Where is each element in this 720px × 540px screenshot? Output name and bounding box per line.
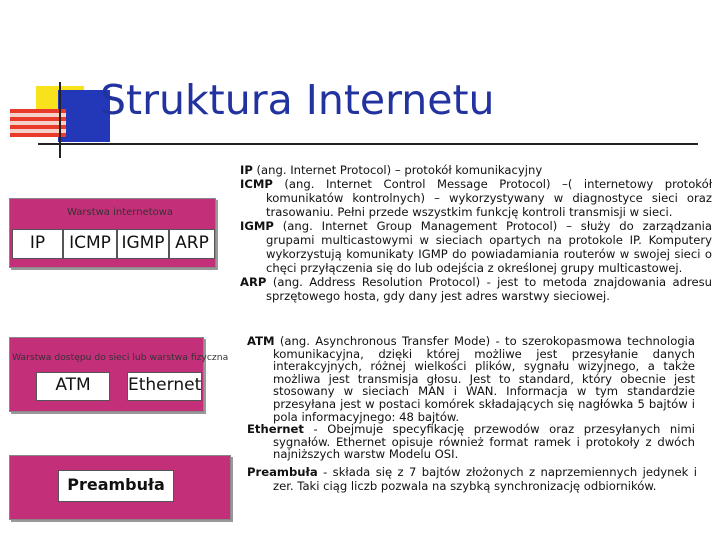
decor-red-stripes	[10, 109, 66, 137]
internet-layer-description	[240, 163, 712, 303]
cell-igmp: IGMP	[117, 229, 169, 259]
cell-icmp: ICMP	[63, 229, 117, 259]
desc-preamble: Preambuła - składa się z 7 bajtów złożonych z naprzemiennych jedynek i zer. Taki ciąg liczb pozwala na szybką synchronizację odbiorników.	[247, 465, 697, 493]
cell-preamble: Preambuła	[58, 470, 174, 502]
desc-ethernet: Ethernet - Obejmuje specyfikację przewodów oraz przesyłanych nimi sygnałów. Ethernet opisuje również format ramek i protokoły z dwóch najniższych warstw Modelu OSI.	[247, 422, 695, 462]
decor-horizontal-line	[38, 143, 698, 145]
desc-ip: IP (ang. Internet Protocol) – protokół komunikacyjny	[240, 163, 543, 177]
cell-arp: ARP	[169, 229, 215, 259]
cell-atm: ATM	[36, 372, 110, 401]
preamble-box	[9, 455, 231, 520]
access-layer-box	[9, 337, 229, 412]
desc-igmp: IGMP (ang. Internet Group Management Protocol) – służy do zarządzania grupami multicastowymi w sieciach opartych na protokole IP. Komputery wykorzystują komunikaty IGMP do powiadamiania routerów w swojej sieci o chęci przyłączenia się do lub odejścia z określonej grupy multicastowej.	[240, 219, 712, 275]
desc-atm: ATM (ang. Asynchronous Transfer Mode) - to szerokopasmowa technologia komunikacyjna, dzięki której możliwe jest przesyłanie danych interakcyjnych, różnej wielkości plików, sygnału wizyjnego, a także możliwa jest transmisja głosu. Jest to standard, który obecnie jest stosowany w sieciach MAN i WAN. Informacja w tym standardzie przesyłana jest w postaci komórek składających się nagłówka 5 bajtów i pola informacyjnego: 48 bajtów.	[247, 334, 695, 424]
internet-layer-label: Warstwa internetowa	[67, 207, 174, 218]
preamble-description	[247, 465, 697, 493]
desc-arp: ARP (ang. Address Resolution Protocol) - jest to metoda znajdowania adresu sprzętowego hosta, gdy dany jest adres warstwy sieciowej.	[240, 275, 712, 303]
access-layer-description	[247, 335, 695, 461]
decor-vertical-line	[59, 82, 61, 158]
access-layer-label: Warstwa dostępu do sieci lub warstwa fizyczna	[12, 352, 229, 363]
desc-icmp: ICMP (ang. Internet Control Message Protocol) –( internetowy protokół komunikatów kontrolnych) – wykorzystywany w diagnostyce sieci oraz trasowaniu. Pełni przede wszystkim funkcję kontroli transmisji w sieci.	[240, 177, 712, 219]
cell-ip: IP	[12, 229, 63, 259]
slide-title: Struktura Internetu	[100, 76, 495, 124]
cell-ethernet: Ethernet	[127, 372, 202, 401]
internet-layer-box	[9, 198, 216, 268]
